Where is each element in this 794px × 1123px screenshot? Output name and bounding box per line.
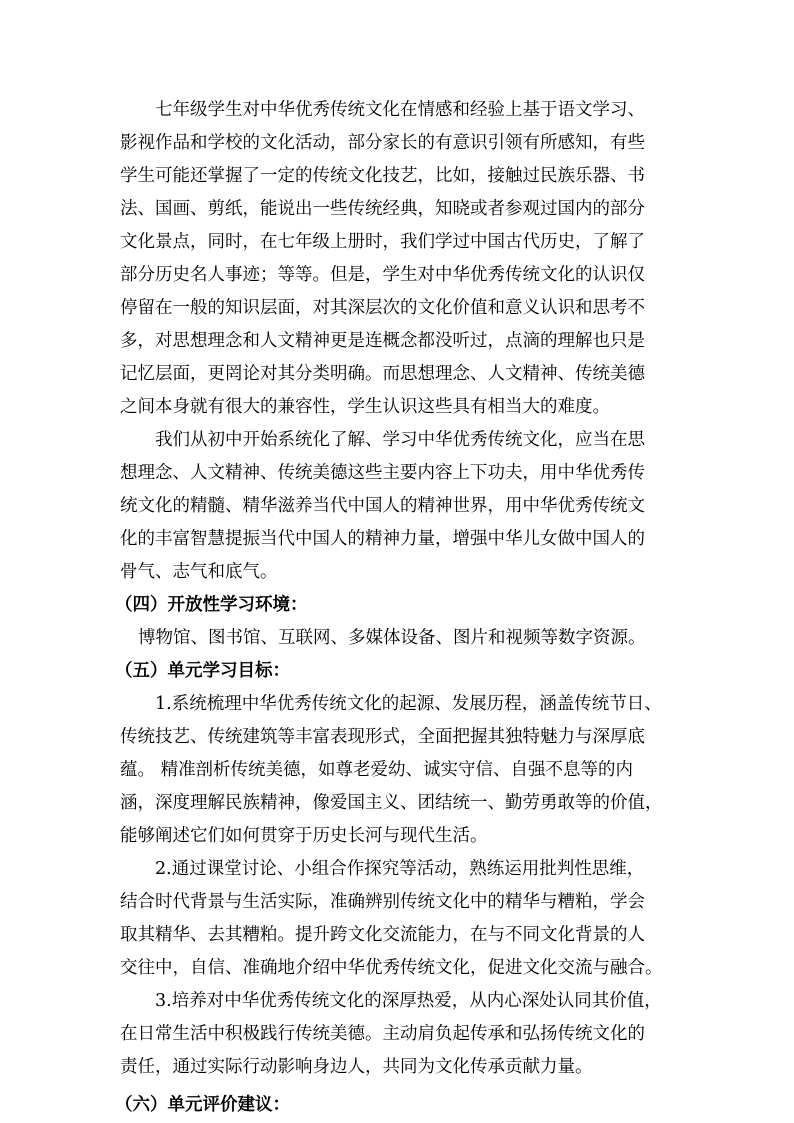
text-line: 学生可能还掌握了一定的传统文化技艺，比如，接触过民族乐器、书 [120,166,645,186]
text-line: 涵，深度理解民族精神，像爱国主义、团结统一、勤劳勇敢等的价值， [120,793,663,813]
text-line: 能够阐述它们如何贯穿于历史长河与现代生活。 [120,826,488,846]
text-line: 部分历史名人事迹；等等。但是，学生对中华优秀传统文化的认识仅 [120,265,645,285]
text-line: 责任，通过实际行动影响身边人，共同为文化传承贡献力量。 [120,1057,593,1077]
text-line: 统文化的精髓、精华滋养当代中国人的精神世界，用中华优秀传统文 [120,496,645,516]
text-line: 停留在一般的知识层面，对其深层次的文化价值和意义认识和思考不 [120,298,645,318]
text-line: 我们从初中开始系统化了解、学习中华优秀传统文化，应当在思 [155,430,645,450]
text-line: 3.培养对中华优秀传统文化的深厚热爱，从内心深处认同其价值， [155,991,662,1011]
text-line: 结合时代背景与生活实际，准确辨别传统文化中的精华与糟粕，学会 [120,892,645,912]
text-line: 之间本身就有很大的兼容性，学生认识这些具有相当大的难度。 [120,397,610,417]
text-line: 记忆层面，更罔论对其分类明确。而思想理念、人文精神、传统美德 [120,364,645,384]
text-line: 影视作品和学校的文化活动，部分家长的有意识引领有所感知，有些 [120,133,645,153]
section-heading-learning-environment: （四）开放性学习环境： [115,595,308,615]
text-line: 1.系统梳理中华优秀传统文化的起源、发展历程，涵盖传统节日、 [155,694,662,714]
text-line: 在日常生活中积极践行传统美德。主动肩负起传承和弘扬传统文化的 [120,1024,645,1044]
text-line: 文化景点，同时，在七年级上册时，我们学过中国古代历史，了解了 [120,232,645,252]
text-line: 化的丰富智慧提振当代中国人的精神力量，增强中华儿女做中国人的 [120,529,645,549]
text-line: 蕴。 精准剖析传统美德，如尊老爱幼、诚实守信、自强不息等的内 [120,760,634,780]
text-line: 交往中，自信、准确地介绍中华优秀传统文化，促进文化交流与融合。 [120,958,663,978]
text-line: 法、国画、剪纸，能说出一些传统经典，知晓或者参观过国内的部分 [120,199,645,219]
text-line: 想理念、人文精神、传统美德这些主要内容上下功夫，用中华优秀传 [120,463,645,483]
section-heading-learning-goals: （五）单元学习目标： [115,661,290,681]
text-line: 2.通过课堂讨论、小组合作探究等活动，熟练运用批判性思维， [155,859,645,879]
text-line: 取其精华、去其糟粕。提升跨文化交流能力，在与不同文化背景的人 [120,925,645,945]
text-line: 骨气、志气和底气。 [120,562,278,582]
section-heading-evaluation: （六）单元评价建议： [115,1095,290,1115]
text-line-environment: 博物馆、图书馆、互联网、多媒体设备、图片和视频等数字资源。 [138,628,646,648]
text-line: 多，对思想理念和人文精神更是连概念都没听过，点滴的理解也只是 [120,331,645,351]
text-line: 传统技艺、传统建筑等丰富表现形式，全面把握其独特魅力与深厚底 [120,727,645,747]
text-line: 七年级学生对中华优秀传统文化在情感和经验上基于语文学习、 [155,100,645,120]
